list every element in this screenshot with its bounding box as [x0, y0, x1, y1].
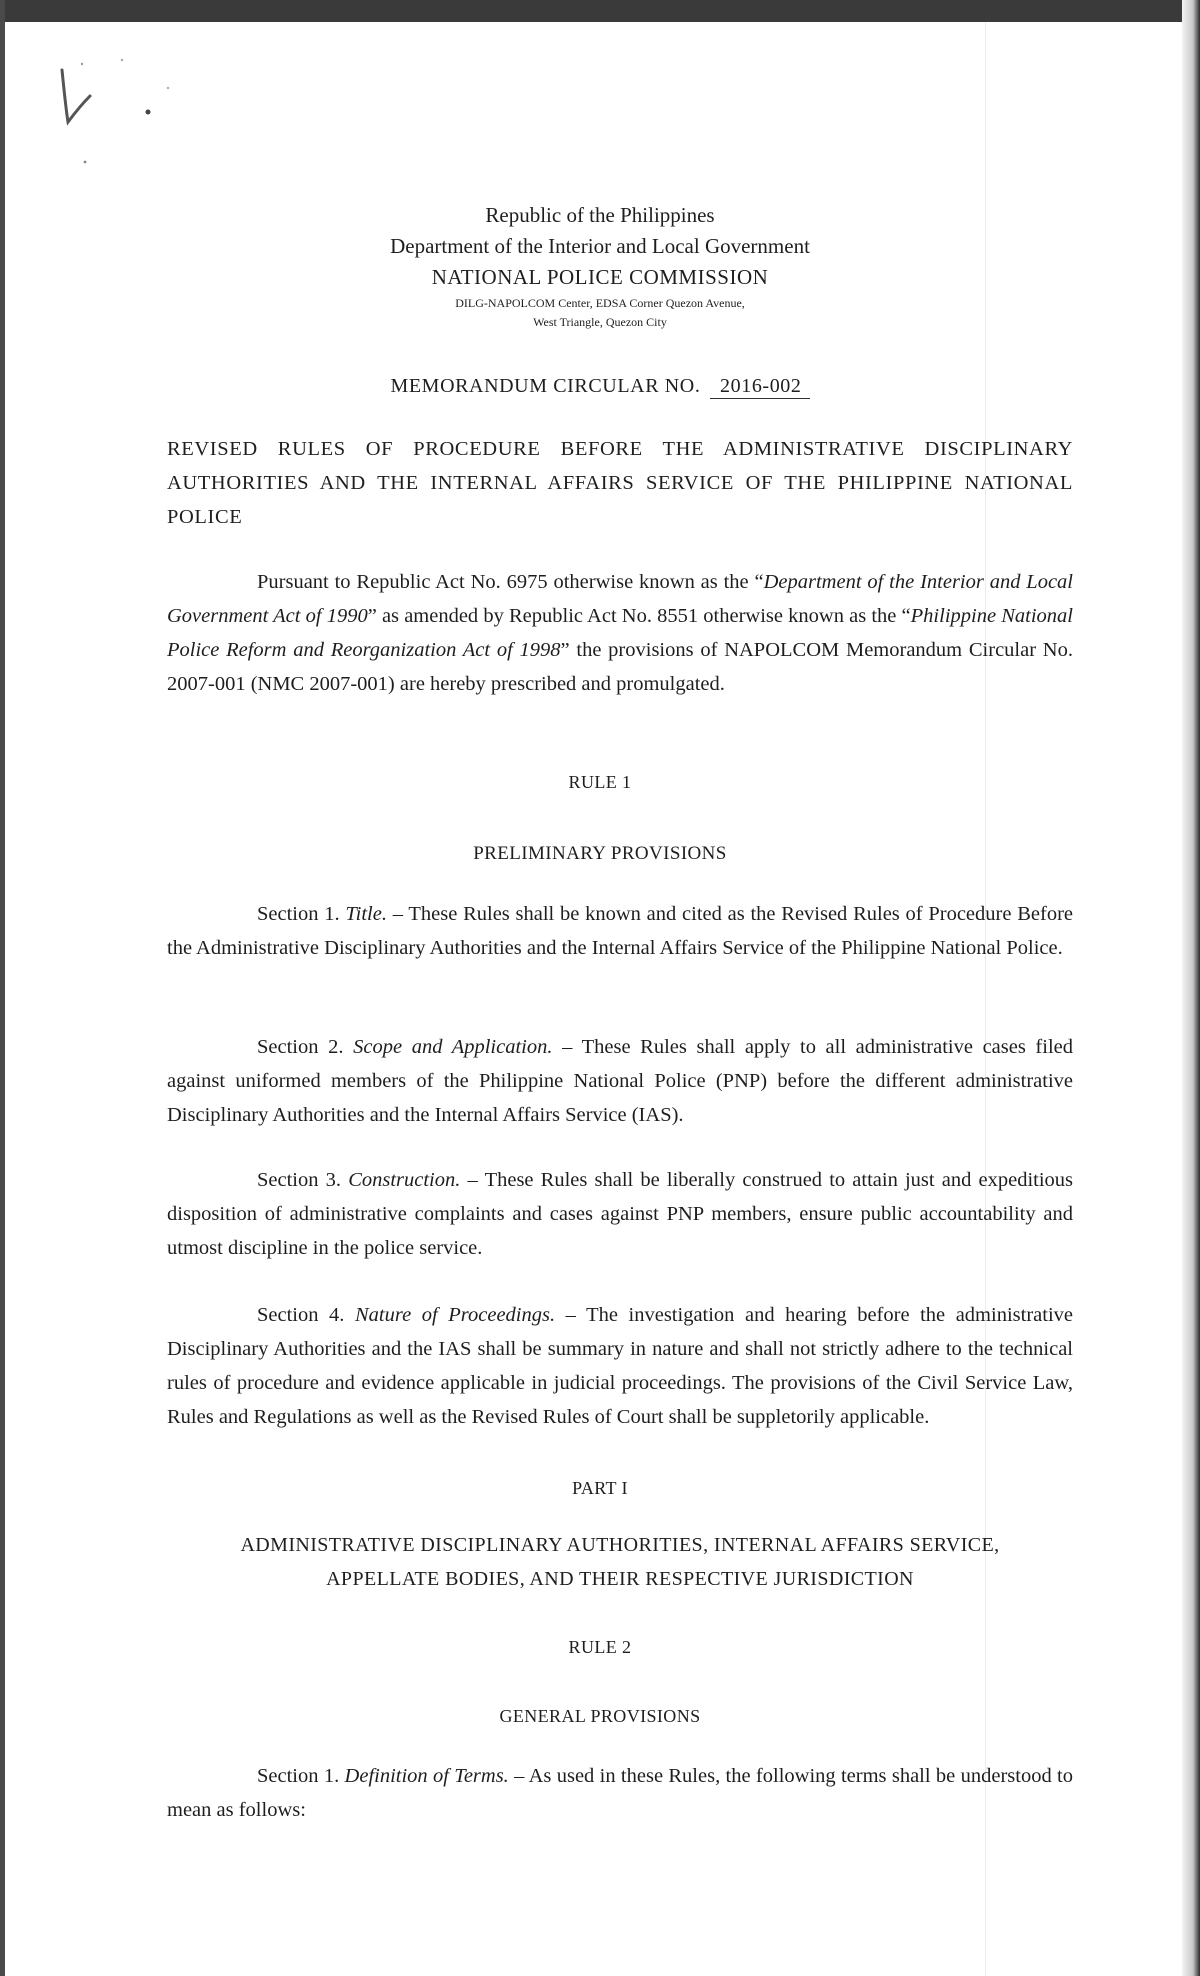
rule-2-title: GENERAL PROVISIONS	[499, 1706, 701, 1726]
section-2-text: – These Rules shall apply to all administrative cases filed against uniformed members of the Philippine National Police (PNP) before the different administrative Disciplinary Authorities and the Internal Affairs Service (IAS).	[167, 1036, 1074, 1126]
section-3-number: Section 3.	[257, 1169, 342, 1191]
section-2-heading: Scope and Application.	[353, 1036, 553, 1058]
preamble-text-2: ” as amended by Republic Act No. 8551 otherwise known as the “	[367, 605, 911, 627]
header-address-line2: West Triangle, Quezon City	[533, 315, 667, 329]
rule-2-section-1-number: Section 1.	[257, 1765, 340, 1787]
header-department: Department of the Interior and Local Government	[390, 234, 810, 258]
memo-number: 2016-002	[710, 375, 809, 399]
memorandum-circular-number	[0, 375, 1200, 399]
section-1-text: – These Rules shall be known and cited as the Revised Rules of Procedure Before the Administrative Disciplinary Authorities and the Internal Affairs Service of the Philippine National Police.	[167, 903, 1073, 959]
rule-2-section-1-heading: Definition of Terms.	[344, 1765, 509, 1787]
part-1-label: PART I	[572, 1478, 628, 1498]
rule-2-label: RULE 2	[568, 1637, 632, 1657]
section-1-number: Section 1.	[257, 903, 340, 925]
preamble-act-2: Philippine National Police Reform and Reorganization Act of 1998	[167, 605, 1073, 661]
preamble-paragraph	[167, 565, 1073, 701]
memo-label: MEMORANDUM CIRCULAR NO.	[390, 375, 701, 397]
section-3-heading: Construction.	[348, 1169, 461, 1191]
part-1-title	[167, 1528, 1073, 1596]
letterhead	[0, 200, 1200, 331]
part-1-title-line2: APPELLATE BODIES, AND THEIR RESPECTIVE JURISDICTION	[326, 1568, 914, 1590]
rule-2-section-1-text: – As used in these Rules, the following terms shall be understood to mean as follows:	[167, 1765, 1073, 1821]
section-1-heading: Title.	[345, 903, 387, 925]
preamble-text-1: Pursuant to Republic Act No. 6975 otherwise known as the “	[257, 571, 764, 593]
section-4-text: – The investigation and hearing before the administrative Disciplinary Authorities and the IAS shall be summary in nature and shall not strictly adhere to the technical rules of procedure and evidence applicable in judicial proceedings. The provisions of the Civil Service Law, Rules and Regulations as well as the Revised Rules of Court shall be suppletorily applicable.	[167, 1304, 1073, 1428]
header-address-line1: DILG-NAPOLCOM Center, EDSA Corner Quezon Avenue,	[455, 296, 745, 310]
section-2-paragraph	[167, 1030, 1073, 1132]
section-3-text: – These Rules shall be liberally construed to attain just and expeditious disposition of administrative complaints and cases against PNP members, ensure public accountability and utmost discipline in the police service.	[167, 1169, 1074, 1259]
part-1-title-line1: ADMINISTRATIVE DISCIPLINARY AUTHORITIES, INTERNAL AFFAIRS SERVICE,	[240, 1534, 1000, 1556]
section-4-number: Section 4.	[257, 1304, 345, 1326]
rule-1-title: PRELIMINARY PROVISIONS	[473, 843, 727, 864]
section-2-number: Section 2.	[257, 1036, 344, 1058]
section-4-heading: Nature of Proceedings.	[355, 1304, 556, 1326]
preamble-text-3: ” the provisions of NAPOLCOM Memorandum Circular No. 2007-001 (NMC 2007-001) are hereby prescribed and promulgated.	[167, 639, 1073, 695]
preamble-act-1: Department of the Interior and Local Government Act of 1990	[167, 571, 1074, 627]
rule-2-section-1-paragraph	[167, 1759, 1073, 1827]
header-republic: Republic of the Philippines	[485, 203, 715, 227]
document-title: REVISED RULES OF PROCEDURE BEFORE THE ADMINISTRATIVE DISCIPLINARY AUTHORITIES AND THE INTERNAL AFFAIRS SERVICE OF THE PHILIPPINE NATIONAL POLICE	[167, 438, 1073, 528]
section-1-paragraph	[167, 897, 1073, 965]
section-3-paragraph	[167, 1163, 1073, 1265]
section-4-paragraph	[167, 1298, 1073, 1434]
header-commission: NATIONAL POLICE COMMISSION	[431, 265, 769, 289]
rule-1-label: RULE 1	[568, 772, 632, 792]
